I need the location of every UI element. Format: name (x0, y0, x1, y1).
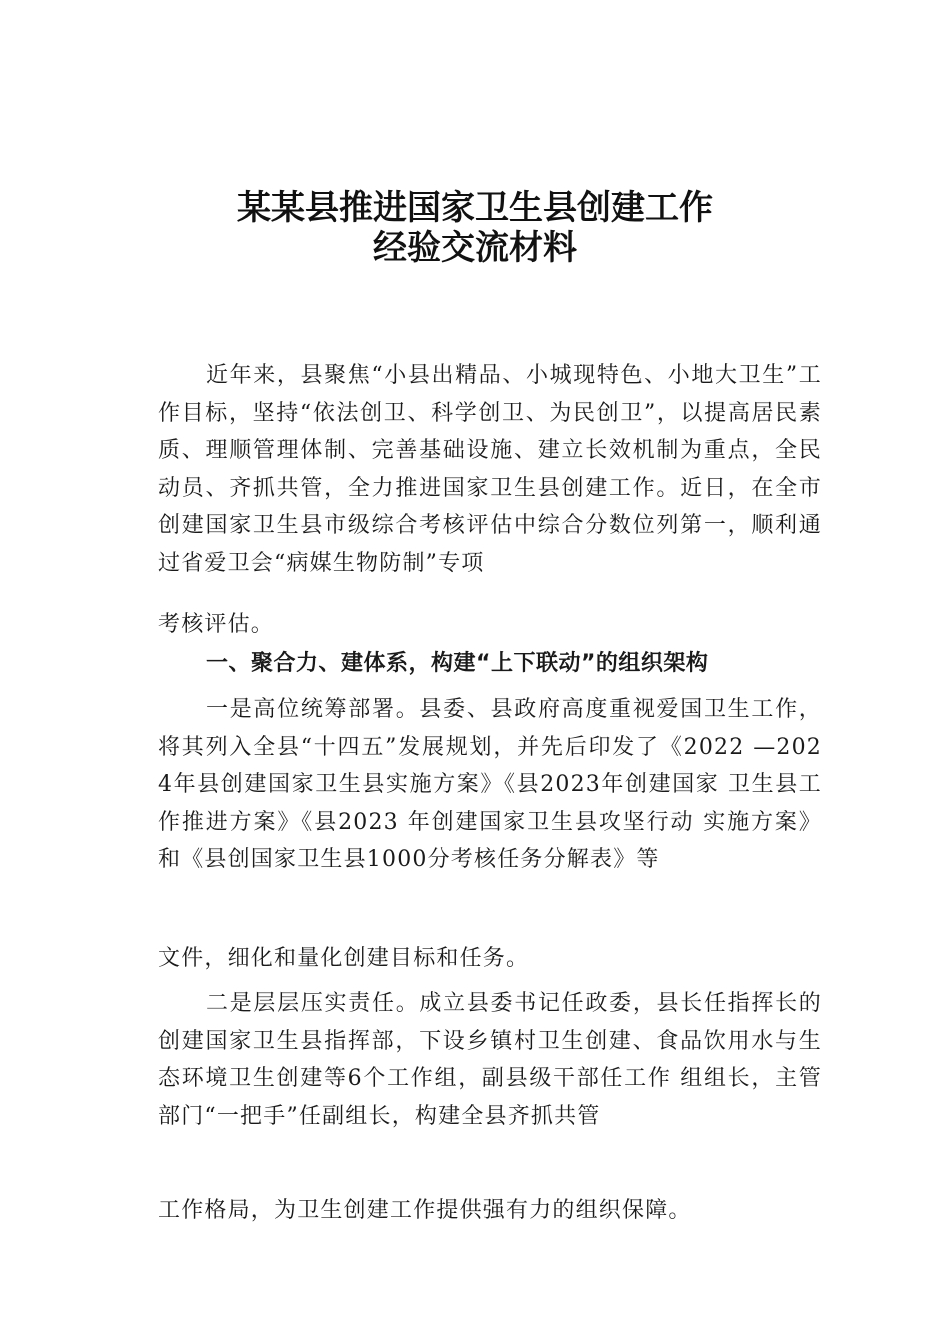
paragraph-2-tail: 工作格局，为卫生创建工作提供强有力的组织保障。 (158, 1198, 692, 1223)
paragraph-2: 二是层层压实责任。成立县委书记任政委，县长任指挥长的创建国家卫生县指挥部，下设乡镇村卫生创建、食品饮用水与生态环境卫生创建等6个工作组，副县级干部任工作 组组长，主管部门“一把手”任副组长，构建全县齐抓共管 (158, 991, 822, 1129)
intro-paragraph-tail: 考核评估。 (158, 612, 275, 637)
intro-paragraph: 近年来，县聚焦“小县出精品、小城现特色、小地大卫生”工作目标，坚持“依法创卫、科学创卫、为民创卫”，以提高居民素质、理顺管理体制、完善基础设施、建立长效机制为重点，全民动员、齐抓共管，全力推进国家卫生县创建工作。近日，在全市创建国家卫生县市级综合考核评估中综合分数位列第一，顺利通过省爱卫会“病媒生物防制”专项 (158, 363, 822, 576)
paragraph-1: 一是高位统筹部署。县委、县政府高度重视爱国卫生工作，将其列入全县“十四五”发展规划，并先后印发了《2022 —2024年县创建国家卫生县实施方案》《县2023年创建国家 卫生县工作推进方案》《县2023 年创建国家卫生县攻坚行动 实施方案》和《县创国家卫生县1000分考核任务分解表》等 (158, 697, 822, 872)
document-title-line1: 某某县推进国家卫生县创建工作 (237, 188, 713, 228)
paragraph-1-tail: 文件，细化和量化创建目标和任务。 (158, 946, 530, 971)
document-title-line2: 经验交流材料 (373, 228, 577, 268)
section-heading-1: 一、聚合力、建体系，构建“上下联动”的组织架构 (206, 651, 709, 676)
